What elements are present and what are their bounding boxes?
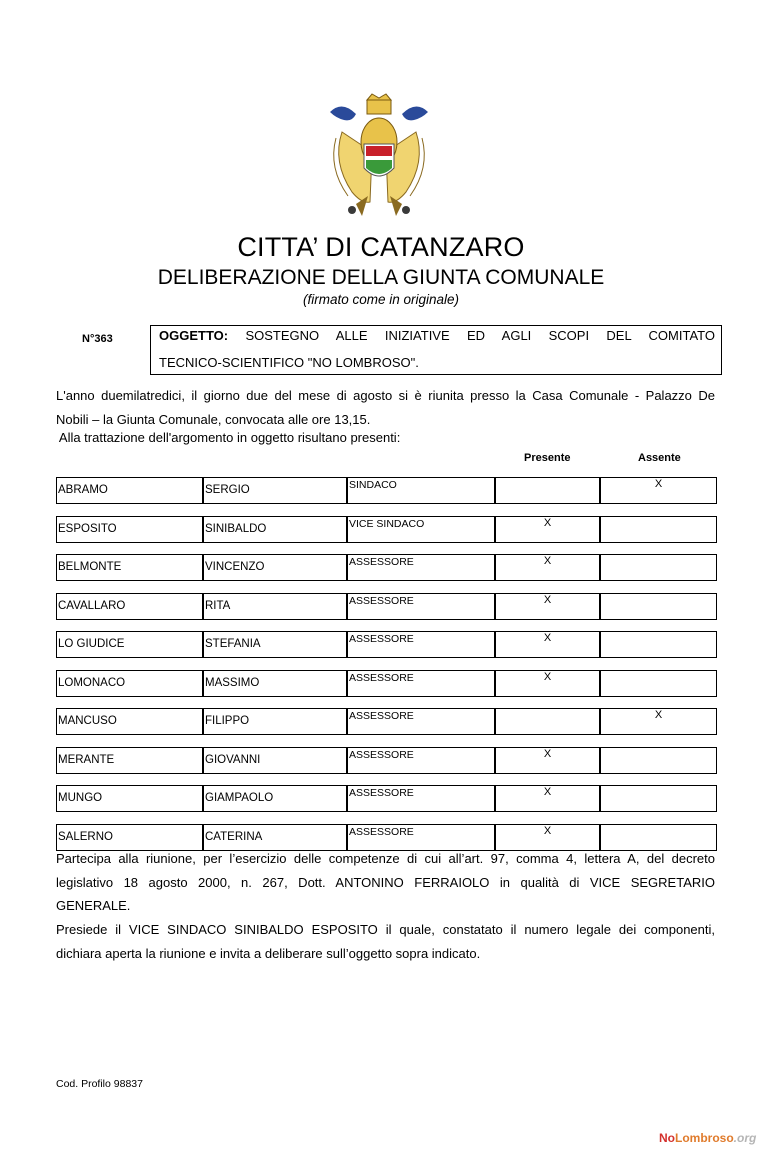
watermark-part-1: No [659, 1131, 675, 1145]
member-surname: BELMONTE [58, 561, 122, 573]
member-role: ASSESSORE [349, 556, 414, 568]
member-surname: ABRAMO [58, 484, 108, 496]
member-role-cell [347, 593, 495, 620]
member-surname: CAVALLARO [58, 600, 126, 612]
present-mark-cell [495, 747, 600, 774]
member-role: ASSESSORE [349, 710, 414, 722]
table-row [56, 670, 717, 697]
closing-line-2: legislativo 18 agosto 2000, n. 267, Dott. ANTONINO FERRAIOLO in qualità di VICE SEGRETARIO [56, 874, 715, 890]
member-role-cell [347, 477, 495, 504]
member-name: SERGIO [205, 484, 250, 496]
intro-line-3: Alla trattazione dell'argomento in oggetto risultano presenti: [56, 430, 401, 446]
member-role: ASSESSORE [349, 787, 414, 799]
present-mark: X [543, 594, 552, 606]
member-name-cell [203, 593, 347, 620]
member-surname: SALERNO [58, 831, 113, 843]
member-role: ASSESSORE [349, 749, 414, 761]
closing-line-5: dichiara aperta la riunione e invita a deliberare sull’oggetto sopra indicato. [56, 945, 481, 961]
member-name-cell [203, 785, 347, 812]
member-surname-cell [56, 631, 203, 658]
absent-mark-cell [600, 747, 717, 774]
watermark-part-2: Lombroso [675, 1131, 734, 1145]
closing-paragraph [56, 847, 715, 966]
member-name-cell [203, 516, 347, 543]
closing-line-3: GENERALE. [56, 898, 131, 914]
profile-code: Cod. Profilo 98837 [56, 1078, 143, 1090]
present-mark-cell [495, 554, 600, 581]
member-surname-cell [56, 593, 203, 620]
present-mark-cell [495, 708, 600, 735]
member-role-cell [347, 670, 495, 697]
member-name: STEFANIA [205, 638, 261, 650]
member-name: GIAMPAOLO [205, 792, 274, 804]
member-name-cell [203, 670, 347, 697]
member-name-cell [203, 708, 347, 735]
table-row [56, 708, 717, 735]
subject-label: OGGETTO: [159, 328, 229, 343]
member-role-cell [347, 631, 495, 658]
absent-mark-cell [600, 670, 717, 697]
member-surname-cell [56, 747, 203, 774]
member-role: ASSESSORE [349, 826, 414, 838]
member-name: RITA [205, 600, 231, 612]
member-surname: MANCUSO [58, 715, 117, 727]
intro-line-1: L'anno duemilatredici, il giorno due del mese di agosto si è riunita presso la Casa Comunale - Palazzo De [56, 388, 715, 403]
present-mark: X [543, 632, 552, 644]
absent-mark-cell [600, 785, 717, 812]
absent-mark-cell [600, 554, 717, 581]
member-role-cell [347, 516, 495, 543]
present-mark-cell [495, 516, 600, 543]
member-name-cell [203, 477, 347, 504]
subject-line-2: TECNICO-SCIENTIFICO "NO LOMBROSO". [159, 355, 419, 370]
absent-mark-cell [600, 708, 717, 735]
member-surname-cell [56, 477, 203, 504]
closing-line-4: Presiede il VICE SINDACO SINIBALDO ESPOSITO il quale, constatato il numero legale dei componenti, [56, 922, 715, 938]
member-role: ASSESSORE [349, 633, 414, 645]
member-role-cell [347, 554, 495, 581]
member-name: MASSIMO [205, 677, 260, 689]
member-surname: ESPOSITO [58, 523, 117, 535]
member-role: VICE SINDACO [349, 518, 425, 530]
member-surname-cell [56, 708, 203, 735]
member-surname-cell [56, 785, 203, 812]
member-role-cell [347, 785, 495, 812]
member-surname-cell [56, 554, 203, 581]
member-name-cell [203, 747, 347, 774]
member-surname-cell [56, 670, 203, 697]
subject-text-1: SOSTEGNO ALLE INIZIATIVE ED AGLI SCOPI DEL COMITATO [245, 328, 715, 343]
member-surname-cell [56, 516, 203, 543]
absent-mark-cell [600, 516, 717, 543]
member-surname: LO GIUDICE [58, 638, 125, 650]
member-name: GIOVANNI [205, 754, 261, 766]
member-surname: MERANTE [58, 754, 115, 766]
member-name: VINCENZO [205, 561, 265, 573]
present-mark: X [543, 671, 552, 683]
present-mark: X [543, 517, 552, 529]
table-row [56, 747, 717, 774]
table-row [56, 477, 717, 504]
absent-mark-cell [600, 477, 717, 504]
absent-mark: X [654, 709, 663, 721]
intro-line-2: Nobili – la Giunta Comunale, convocata alle ore 13,15. [56, 411, 371, 427]
member-name-cell [203, 631, 347, 658]
present-mark-cell [495, 477, 600, 504]
member-name: SINIBALDO [205, 523, 267, 535]
absent-mark-cell [600, 593, 717, 620]
nolombroso-watermark [659, 1131, 756, 1145]
table-row [56, 631, 717, 658]
member-role-cell [347, 747, 495, 774]
absent-mark-cell [600, 631, 717, 658]
member-name: CATERINA [205, 831, 263, 843]
present-mark-cell [495, 670, 600, 697]
intro-paragraph [56, 384, 715, 450]
member-role: SINDACO [349, 479, 397, 491]
document-title: DELIBERAZIONE DELLA GIUNTA COMUNALE [157, 266, 605, 289]
present-mark-cell [495, 631, 600, 658]
city-title: CITTA’ DI CATANZARO [237, 232, 525, 262]
signature-note: (firmato come in originale) [302, 292, 460, 307]
member-name: FILIPPO [205, 715, 250, 727]
present-mark: X [543, 786, 552, 798]
table-row [56, 593, 717, 620]
table-row [56, 554, 717, 581]
absent-column-header: Assente [638, 452, 681, 464]
absent-mark: X [654, 478, 663, 490]
table-row [56, 516, 717, 543]
present-mark: X [543, 748, 552, 760]
member-surname: MUNGO [58, 792, 103, 804]
member-role: ASSESSORE [349, 595, 414, 607]
watermark-part-3: .org [733, 1131, 757, 1145]
city-coat-of-arms [322, 92, 436, 222]
subject-line-1 [159, 328, 715, 343]
member-surname: LOMONACO [58, 677, 126, 689]
present-column-header: Presente [524, 452, 571, 464]
present-mark: X [543, 555, 552, 567]
present-mark: X [543, 825, 552, 837]
member-name-cell [203, 554, 347, 581]
member-role-cell [347, 708, 495, 735]
closing-line-1: Partecipa alla riunione, per l’esercizio delle competenze di cui all’art. 97, comma 4, lettera A, del decreto [56, 851, 715, 866]
deliberation-number: N°363 [82, 333, 113, 345]
present-mark-cell [495, 785, 600, 812]
table-row [56, 785, 717, 812]
present-mark-cell [495, 593, 600, 620]
member-role: ASSESSORE [349, 672, 414, 684]
